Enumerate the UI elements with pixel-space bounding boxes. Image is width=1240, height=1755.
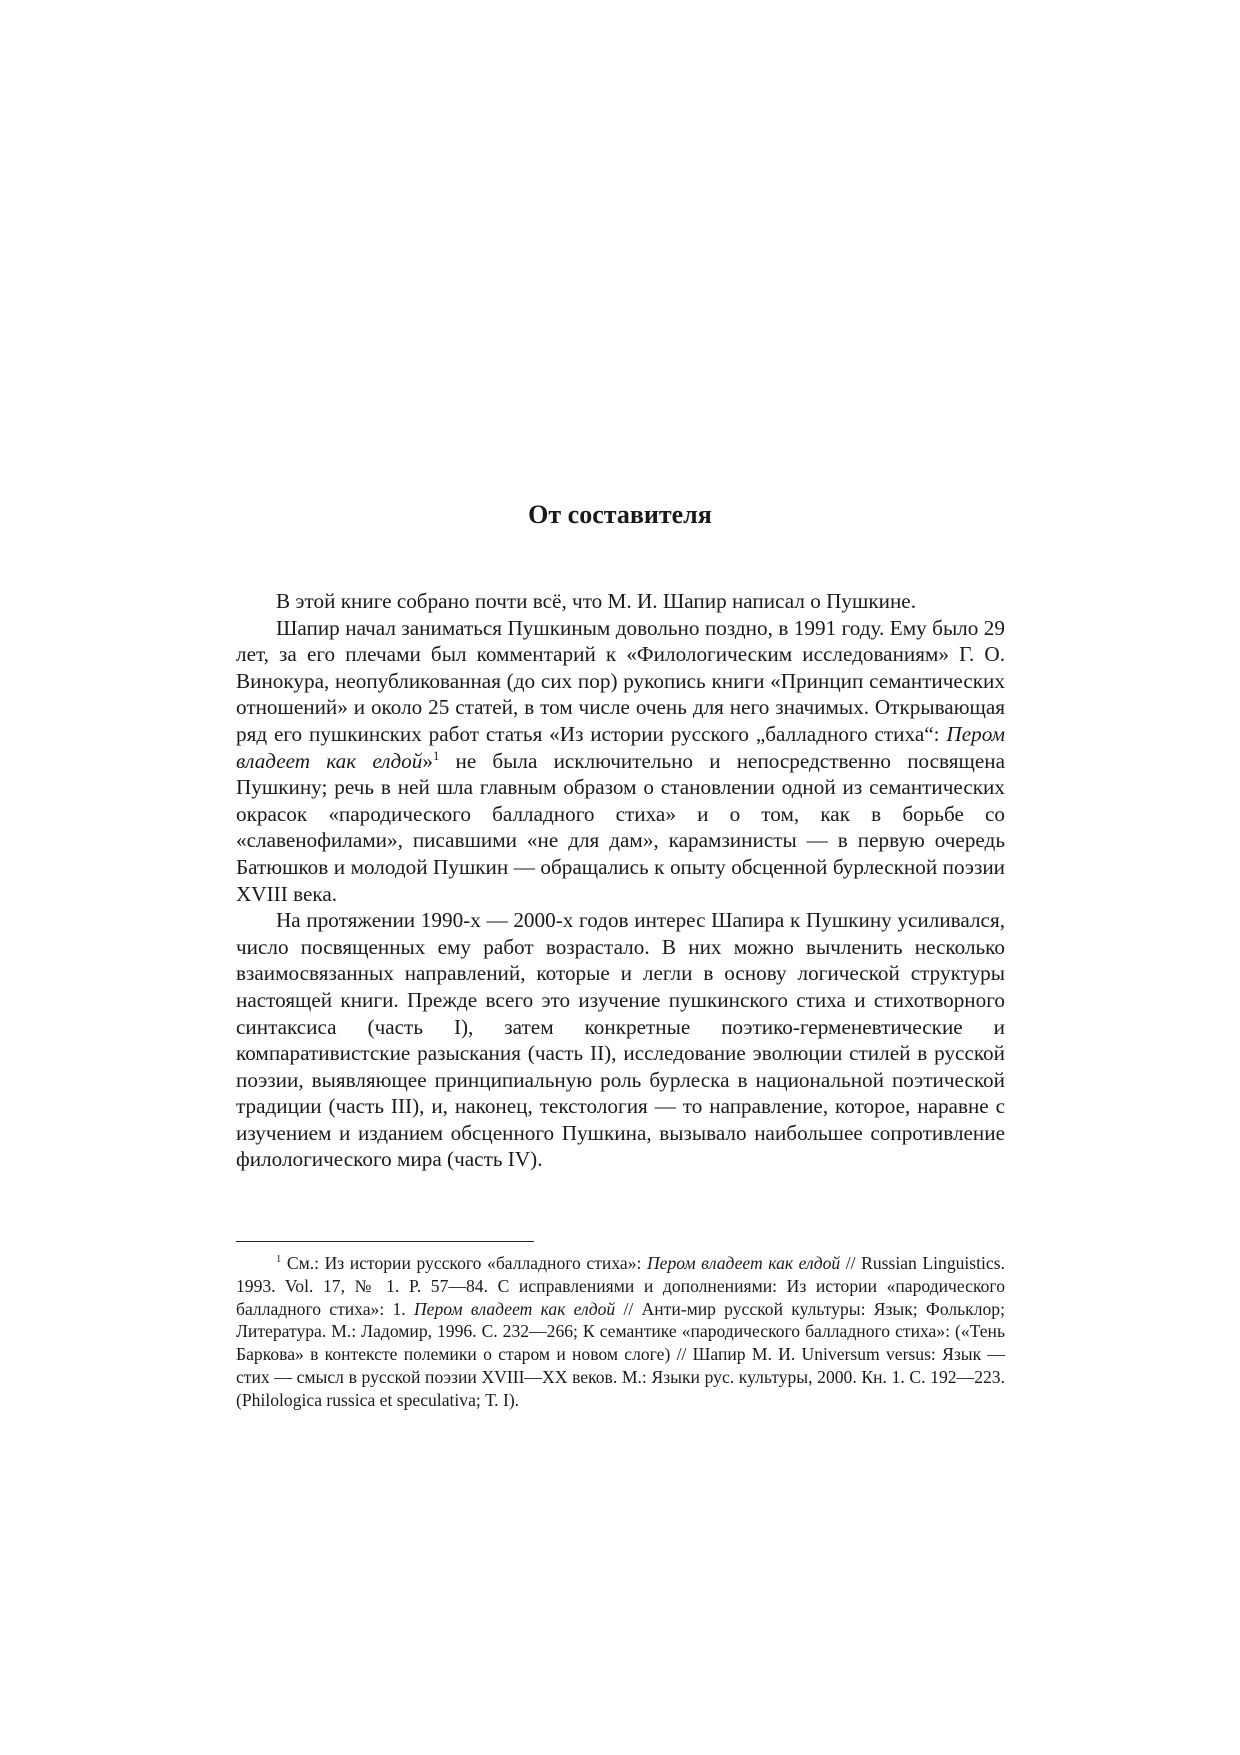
text-run: На протяжении 1990-х — 2000-х годов интерес Шапира к Пушкину усиливался, число посвященных ему работ возрастало. В них можно вычленить несколько взаимосвязанных направлений, которые и легли в основу логической структуры настоящей книги. Прежде всего это изучение пушкинского стиха и стихотворного синтаксиса (часть I), затем конкретные поэтико-герменевтические и компаративистские разыскания (часть II), исследование эволюции стилей в русской поэзии, выявляющее принципиальную роль бурлеска в национальной поэтической традиции (часть III), и, наконец, текстология — то направление, которое, наравне с изучением и изданием обсценного Пушкина, вызывало наибольшее сопротивление филологического мира (часть IV). xyxy=(236,908,1005,1172)
footnote-marker: 1 xyxy=(432,748,440,763)
footnote xyxy=(236,1252,1005,1412)
footnote-divider xyxy=(236,1241,534,1242)
paragraph xyxy=(236,588,1005,615)
paragraph xyxy=(236,907,1005,1173)
text-run: не была исключительно и непосредственно посвящена Пушкину; речь в ней шла главным образом о становлении одной из семантических окрасок «пародического балладного стиха» и о том, как в борьбе со «славенофилами», писавшими «не для дам», карамзинисты — в первую очередь Батюшков и молодой Пушкин — обращались к опыту обсценной бурлескной поэзии XVIII века. xyxy=(236,748,1005,906)
italic-title-text: Пером владеет как елдой xyxy=(413,1298,616,1319)
page-title: От составителя xyxy=(528,500,712,529)
text-run: // Russian Linguistics. 1993. Vol. 17, № 1. P. 57—84. С исправлениями и дополнениями: Из истории «пародического балладного стиха»: 1. xyxy=(236,1253,1005,1319)
body-text xyxy=(236,588,1005,1173)
italic-title-text: Пером владеет как елдой xyxy=(236,721,1005,773)
italic-title-text: Пером владеет как елдой xyxy=(646,1253,841,1273)
text-run: См.: Из истории русского «балладного стиха»: xyxy=(281,1253,647,1273)
text-run: В этой книге собрано почти всё, что М. И. Шапир написал о Пушкине. xyxy=(276,589,916,613)
text-run: // Анти-мир русской культуры: Язык; Фольклор; Литература. М.: Ладомир, 1996. С. 232—266; К семантике «пародического балладного стиха»: («Тень Баркова» в контексте полемики о старом и новом слоге) // Шапир М. И. Universum versus: Язык — стих — смысл в русской поэзии XVIII—XX веков. М.: Языки рус. культуры, 2000. Кн. 1. С. 192—223. (Philologica russica et speculativa; Т. I). xyxy=(236,1298,1005,1410)
paragraph xyxy=(236,615,1005,908)
footnote-marker: 1 xyxy=(276,1254,282,1266)
text-run: » xyxy=(422,748,433,773)
text-run: Шапир начал заниматься Пушкиным довольно поздно, в 1991 году. Ему было 29 лет, за его плечами был комментарий к «Филологическим исследованиям» Г. О. Винокура, неопубликованная (до сих пор) рукопись книги «Принцип семантических отношений» и около 25 статей, в том числе очень для него значимых. Открывающая ряд его пушкинских работ статья «Из истории русского „балладного стиха“: xyxy=(236,615,1005,746)
